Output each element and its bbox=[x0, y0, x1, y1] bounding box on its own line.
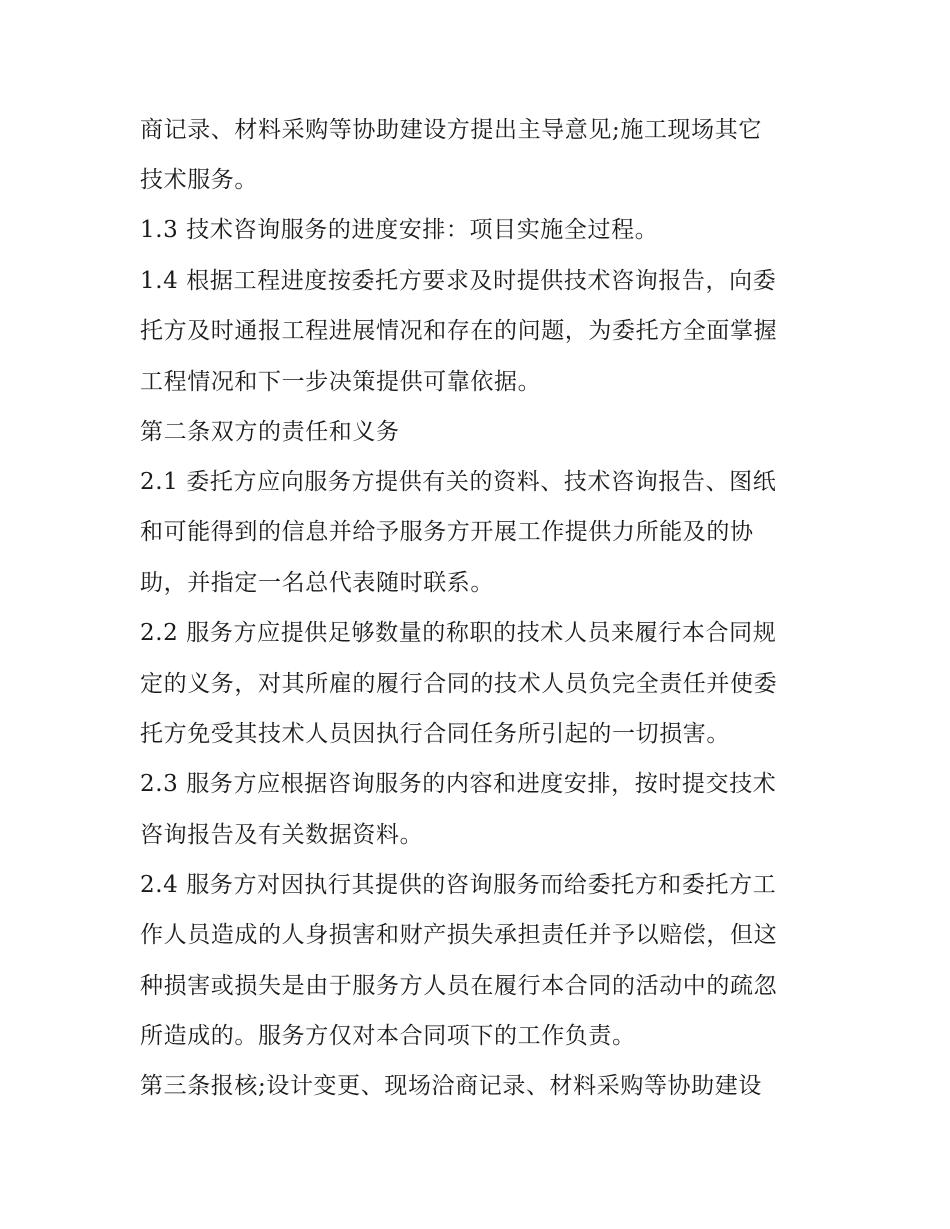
section-heading: 第二条双方的责任和义务 bbox=[140, 419, 400, 445]
text-line: 定的义务，对其所雇的履行合同的技术人员负完全责任并使委 bbox=[140, 671, 778, 697]
text-line: 咨询报告及有关数据资料。 bbox=[140, 822, 424, 848]
text-line: 工程情况和下一步决策提供可靠依据。 bbox=[140, 369, 542, 395]
text-line: 种损害或损失是由于服务方人员在履行本合同的活动中的疏忽 bbox=[140, 973, 778, 999]
text-line: 2.2 服务方应提供足够数量的称职的技术人员来履行本合同规 bbox=[140, 620, 777, 646]
text-line: 2.3 服务方应根据咨询服务的内容和进度安排，按时提交技术 bbox=[140, 771, 777, 797]
text-line: 作人员造成的人身损害和财产损失承担责任并予以赔偿，但这 bbox=[140, 922, 778, 948]
text-line: 商记录、材料采购等协助建设方提出主导意见;施工现场其它 bbox=[140, 117, 762, 143]
text-line: 和可能得到的信息并给予服务方开展工作提供力所能及的协 bbox=[140, 519, 754, 545]
text-line: 托方免受其技术人员因执行合同任务所引起的一切损害。 bbox=[140, 721, 730, 747]
text-line: 2.4 服务方对因执行其提供的咨询服务而给委托方和委托方工 bbox=[140, 872, 777, 898]
text-line: 技术服务。 bbox=[140, 167, 258, 193]
text-line: 助，并指定一名总代表随时联系。 bbox=[140, 570, 494, 596]
text-line: 1.3 技术咨询服务的进度安排：项目实施全过程。 bbox=[140, 217, 659, 243]
text-line: 1.4 根据工程进度按委托方要求及时提供技术咨询报告，向委 bbox=[140, 268, 777, 294]
section-heading: 第三条报核;设计变更、现场洽商记录、材料采购等协助建设 bbox=[140, 1073, 762, 1099]
text-line: 托方及时通报工程进展情况和存在的问题，为委托方全面掌握 bbox=[140, 318, 778, 344]
text-line: 所造成的。服务方仅对本合同项下的工作负责。 bbox=[140, 1023, 636, 1049]
text-line: 2.1 委托方应向服务方提供有关的资料、技术咨询报告、图纸 bbox=[140, 469, 777, 495]
